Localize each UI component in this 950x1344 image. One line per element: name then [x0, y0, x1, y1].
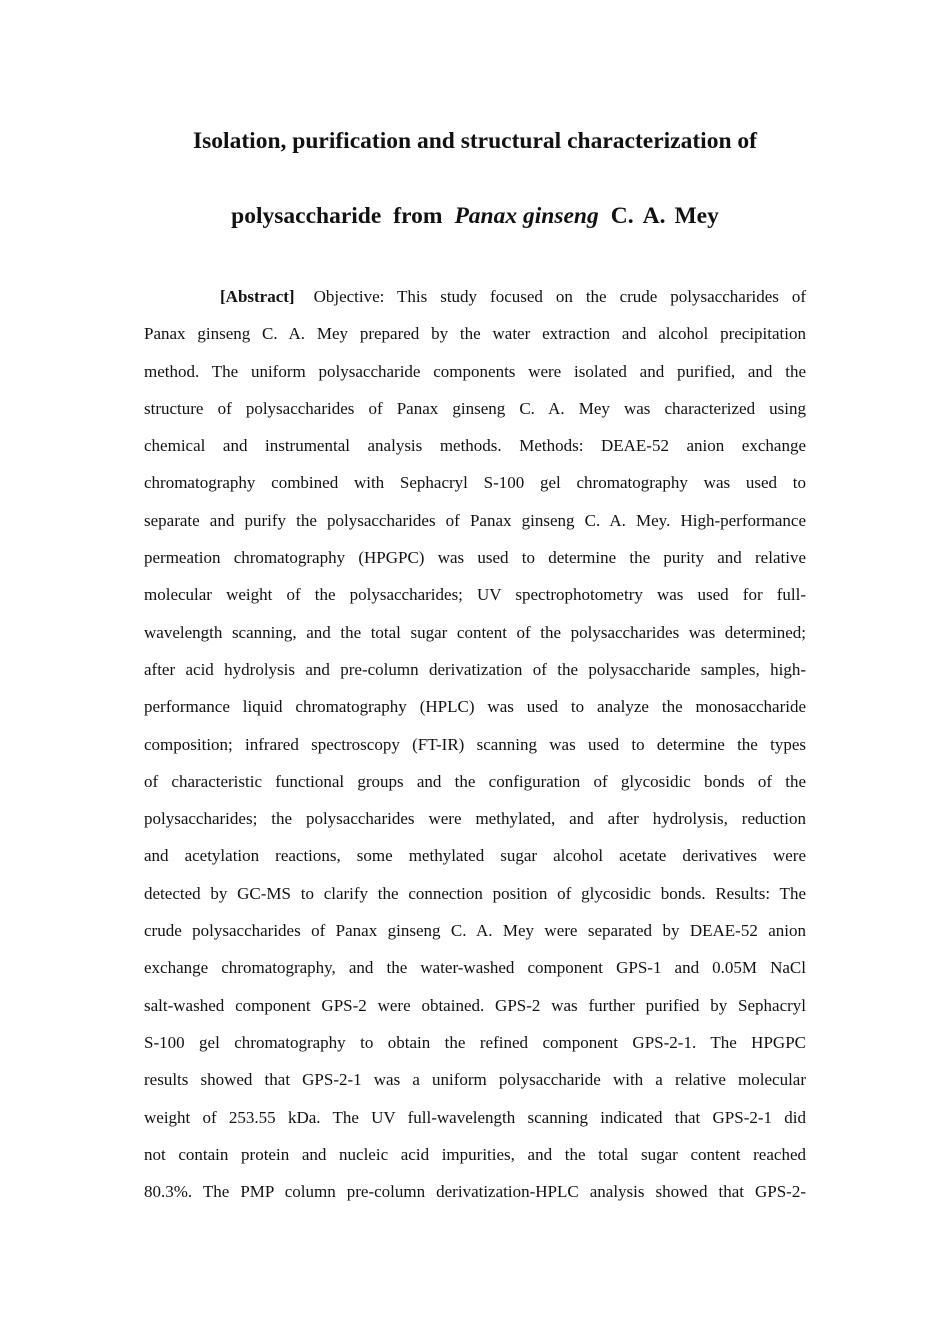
abstract-line: wavelength scanning, and the total sugar content of the polysaccharides was determined;: [144, 622, 806, 642]
title-word-polysaccharide: polysaccharide: [231, 203, 382, 229]
abstract-line: structure of polysaccharides of Panax ginseng C. A. Mey was characterized using: [144, 398, 806, 418]
abstract-line: crude polysaccharides of Panax ginseng C. A. Mey were separated by DEAE-52 anion: [144, 921, 806, 941]
title-word-mey: Mey: [674, 203, 719, 229]
abstract-line: performance liquid chromatography (HPLC) was used to analyze the monosaccharide: [144, 697, 806, 717]
abstract-line: [144, 278, 806, 315]
abstract-line: composition; infrared spectroscopy (FT-IR) scanning was used to determine the types: [144, 734, 806, 754]
abstract-line: after acid hydrolysis and pre-column derivatization of the polysaccharide samples, high-: [144, 659, 806, 679]
abstract-line: chromatography combined with Sephacryl S-100 gel chromatography was used to: [144, 473, 806, 493]
abstract-line-text: Objective: This study focused on the crude polysaccharides of: [313, 287, 806, 306]
title-word-from: from: [393, 203, 443, 229]
abstract-line: and acetylation reactions, some methylated sugar alcohol acetate derivatives were: [144, 846, 806, 866]
abstract-label: [Abstract]: [220, 287, 295, 306]
abstract-line: S-100 gel chromatography to obtain the refined component GPS-2-1. The HPGPC: [144, 1032, 806, 1052]
abstract-line: molecular weight of the polysaccharides; UV spectrophotometry was used for full-: [144, 585, 806, 605]
title-species-italic: Panax ginseng: [454, 203, 599, 229]
abstract-line: salt-washed component GPS-2 were obtained. GPS-2 was further purified by Sephacryl: [144, 995, 806, 1015]
abstract-line: of characteristic functional groups and the configuration of glycosidic bonds of the: [144, 771, 806, 791]
abstract-line: weight of 253.55 kDa. The UV full-wavelength scanning indicated that GPS-2-1 did: [144, 1107, 806, 1127]
abstract-line: not contain protein and nucleic acid impurities, and the total sugar content reached: [144, 1144, 806, 1164]
abstract-line: 80.3%. The PMP column pre-column derivatization-HPLC analysis showed that GPS-2-: [144, 1182, 806, 1202]
abstract-paragraph: [144, 278, 806, 1210]
paper-title-line-1: Isolation, purification and structural characterization of: [193, 128, 757, 154]
abstract-line: permeation chromatography (HPGPC) was used to determine the purity and relative: [144, 548, 806, 568]
abstract-line: results showed that GPS-2-1 was a uniform polysaccharide with a relative molecular: [144, 1070, 806, 1090]
title-word-c: C.: [610, 203, 634, 229]
abstract-line: polysaccharides; the polysaccharides were methylated, and after hydrolysis, reduction: [144, 809, 806, 829]
abstract-line: Panax ginseng C. A. Mey prepared by the water extraction and alcohol precipitation: [144, 324, 806, 344]
abstract-line: chemical and instrumental analysis methods. Methods: DEAE-52 anion exchange: [144, 436, 806, 456]
abstract-line: separate and purify the polysaccharides of Panax ginseng C. A. Mey. High-performance: [144, 510, 806, 530]
paper-title-line-2: [100, 201, 850, 231]
abstract-line: exchange chromatography, and the water-washed component GPS-1 and 0.05M NaCl: [144, 958, 806, 978]
title-word-a: A.: [642, 203, 666, 229]
abstract-line: method. The uniform polysaccharide components were isolated and purified, and the: [144, 361, 806, 381]
abstract-line: detected by GC-MS to clarify the connection position of glycosidic bonds. Results: The: [144, 883, 806, 903]
